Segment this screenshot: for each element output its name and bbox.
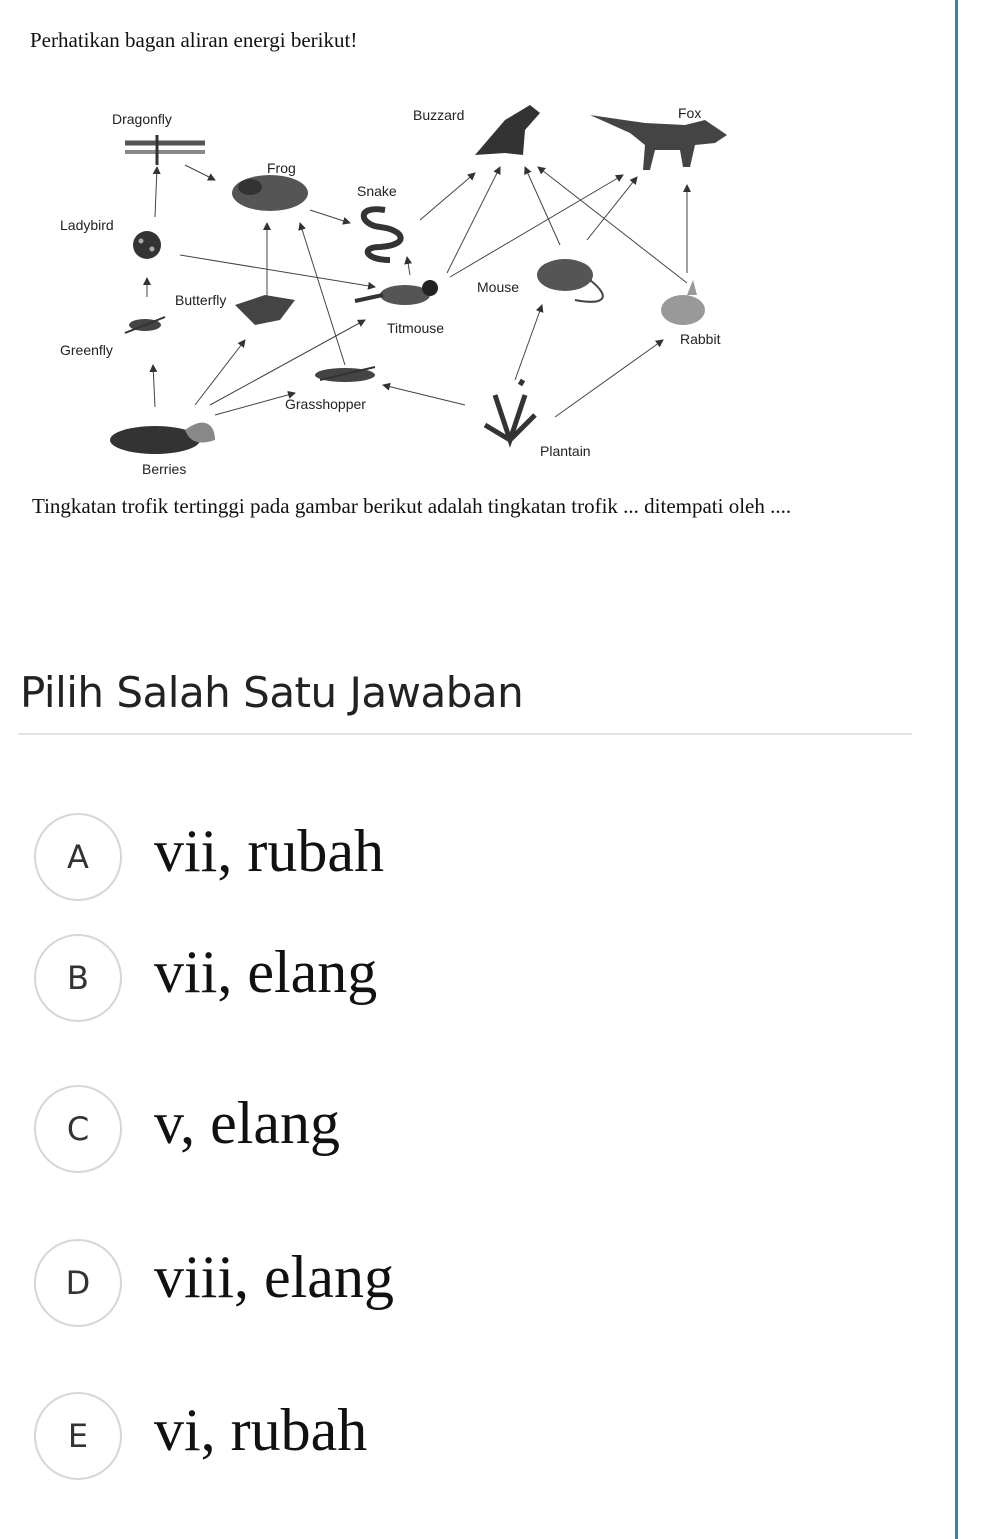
option-letter-e: E [34, 1392, 122, 1480]
option-text-a: vii, rubah [154, 818, 384, 884]
section-divider [18, 733, 912, 735]
label-titmouse: Titmouse [387, 320, 445, 336]
label-plantain: Plantain [540, 443, 591, 459]
option-text-e: vi, rubah [154, 1397, 368, 1463]
dragonfly-icon [125, 135, 205, 165]
fox-icon [590, 115, 727, 170]
label-frog: Frog [267, 160, 296, 176]
option-b[interactable] [34, 934, 914, 1024]
option-a[interactable] [34, 813, 914, 903]
mouse-icon [537, 259, 603, 302]
answer-section-title: Pilih Salah Satu Jawaban [20, 668, 524, 717]
frog-icon [232, 175, 308, 211]
rabbit-icon [661, 280, 705, 325]
food-web-diagram [55, 95, 755, 485]
grasshopper-icon [315, 367, 375, 382]
snake-icon [364, 209, 401, 260]
question-text: Tingkatan trofik tertinggi pada gambar berikut adalah tingkatan trofik ... ditempati oleh .... [32, 494, 792, 518]
option-c[interactable] [34, 1085, 914, 1175]
option-e[interactable] [34, 1392, 914, 1482]
label-greenfly: Greenfly [60, 342, 113, 358]
option-letter-c: C [34, 1085, 122, 1173]
label-berries: Berries [142, 461, 187, 477]
option-text-d: viii, elang [154, 1244, 394, 1310]
label-mouse: Mouse [477, 279, 520, 295]
option-letter-a: A [34, 813, 122, 901]
right-edge-border [955, 0, 958, 1539]
greenfly-icon [125, 317, 165, 333]
option-letter-b: B [34, 934, 122, 1022]
titmouse-icon [355, 280, 438, 305]
label-butterfly: Butterfly [175, 292, 227, 308]
option-letter-d: D [34, 1239, 122, 1327]
option-d[interactable] [34, 1239, 914, 1329]
label-rabbit: Rabbit [680, 331, 721, 347]
label-dragonfly: Dragonfly [112, 111, 172, 127]
question-intro: Perhatikan bagan aliran energi berikut! [30, 28, 358, 52]
label-fox: Fox [678, 105, 702, 121]
label-ladybird: Ladybird [60, 217, 114, 233]
plantain-icon [485, 380, 535, 440]
label-grasshopper: Grasshopper [285, 396, 366, 412]
buzzard-icon [475, 105, 540, 155]
label-buzzard: Buzzard [413, 107, 465, 123]
ladybird-icon [133, 231, 161, 259]
butterfly-icon [235, 295, 295, 325]
option-text-b: vii, elang [154, 939, 378, 1005]
option-text-c: v, elang [154, 1090, 341, 1156]
label-snake: Snake [357, 183, 397, 199]
berries-icon [110, 423, 215, 454]
